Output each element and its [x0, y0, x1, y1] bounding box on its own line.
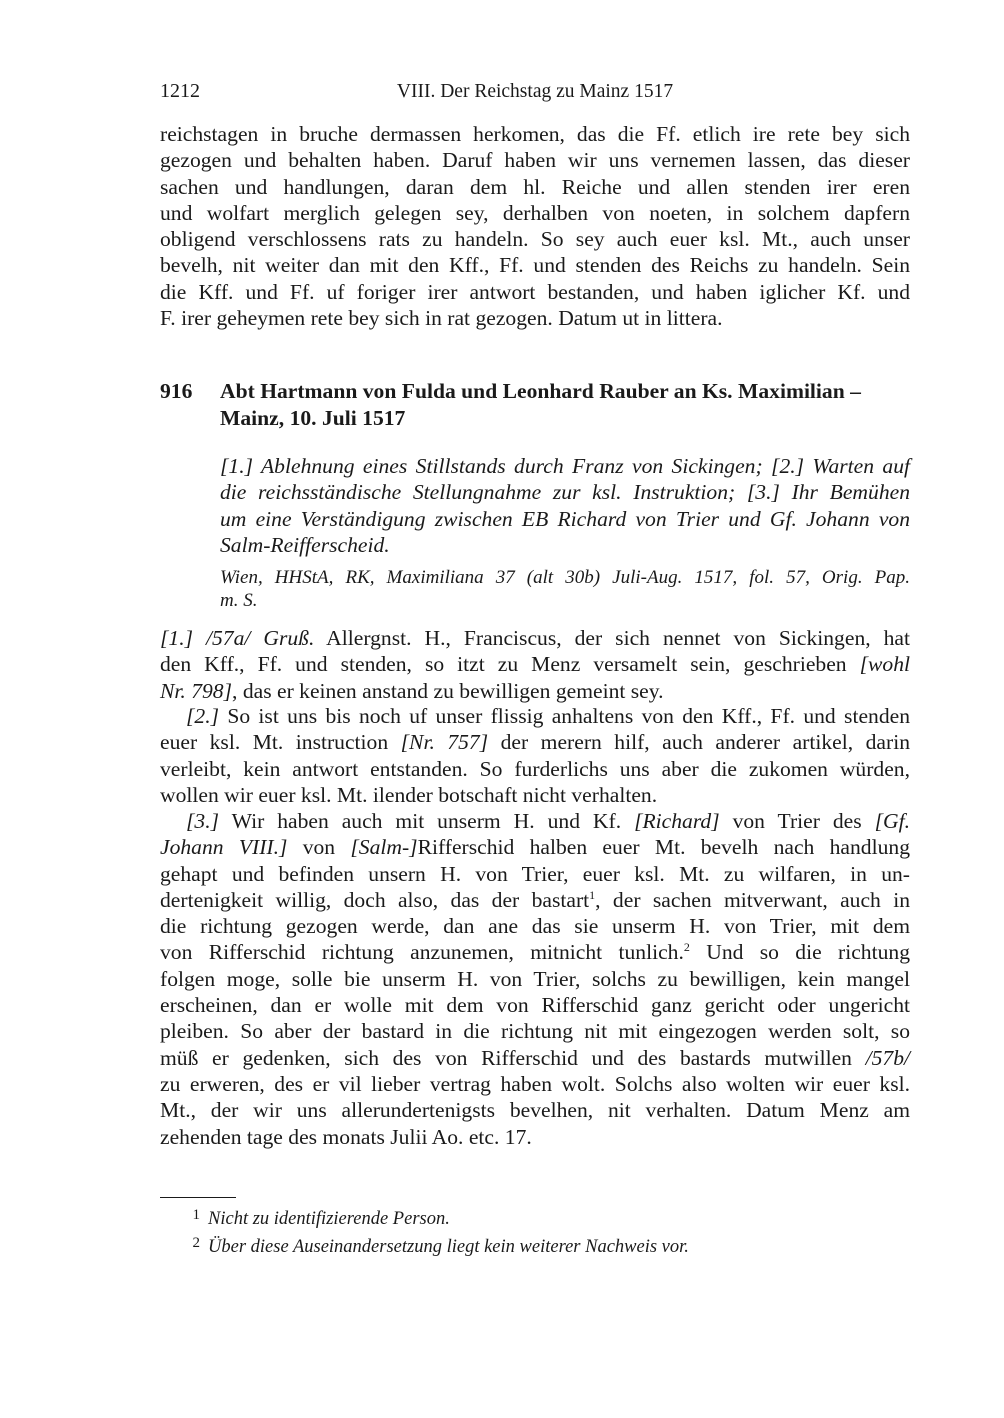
section-marker: [2.]	[186, 704, 220, 728]
text-line	[160, 939, 910, 965]
regest-line: Salm-Reifferscheid.	[220, 532, 390, 557]
footnote-ref-1[interactable]: 1	[589, 887, 596, 902]
footnote-2	[160, 1231, 910, 1259]
text-line: und wolfart merglich gelegen sey, derhalben von noeten, in solchem dapfern	[160, 200, 910, 225]
text-line: obligend verschlossens rats zu handeln. So sey auch euer ksl. Mt., auch unser	[160, 227, 910, 252]
title-line: Mainz, 10. Juli 1517	[220, 406, 406, 430]
footnote-number: 1	[192, 1207, 200, 1223]
text-line: sachen und handlungen, daran dem hl. Reiche und allen stenden irer eren	[160, 174, 910, 199]
footnote-text: Über diese Auseinandersetzung liegt kein weiterer Nachweis vor.	[208, 1237, 689, 1257]
text-line: reichstagen in bruche dermassen herkomen, das die Ff. etlich ire rete bey sich	[160, 122, 910, 146]
text-run: der merern hilf, auch anderer artikel, darin	[488, 730, 910, 755]
running-title: VIII. Der Reichstag zu Mainz 1517	[396, 81, 674, 102]
footnotes	[160, 1203, 910, 1259]
source-line: Wien, HHStA, RK, Maximiliana 37 (alt 30b) Juli-Aug. 1517, fol. 57, Orig. Pap.	[220, 567, 910, 588]
text-line: gezogen und behalten haben. Daruf haben wir uns vernemen lassen, das dieser	[160, 148, 910, 173]
text-line: verleibt, kein antwort entstanden. So furderlichs uns aber die zukomen würden,	[160, 756, 910, 781]
text-run: Allergnst. H., Franciscus, der sich nennet von Sickingen, hat	[314, 626, 910, 650]
paragraph-2	[160, 703, 910, 808]
text-line: die richtung gezogen werde, dan ane das sie unserm H. von Trier, mit dem	[160, 914, 910, 939]
editorial-reference: [Salm-]	[350, 835, 418, 860]
text-line: Mt., der wir uns allerundertenigsts bevelhen, nit verhalten. Datum Menz am	[160, 1098, 910, 1123]
text-line: wollen wir euer ksl. Mt. ilender botschaft nicht verhalten.	[160, 782, 658, 807]
source-line: m. S.	[220, 590, 258, 611]
continuation-paragraph	[160, 121, 910, 331]
regest-line: [1.] Ablehnung eines Stillstands durch Franz von Sickingen; [2.] Warten auf	[220, 454, 910, 478]
paragraph-3	[160, 808, 910, 1150]
text-run: den Kff., Ff. und stenden, so itzt zu Menz versamelt sein, geschrieben	[160, 652, 860, 677]
folio-marker: /57b/	[865, 1045, 910, 1070]
text-line: F. irer geheymen rete bey sich in rat gezogen. Datum ut in littera.	[160, 306, 723, 331]
footnote-text: Nicht zu identifizierende Person.	[208, 1209, 450, 1229]
text-run: So ist uns bis noch uf unser flissig anhaltens von den Kff., Ff. und stenden	[219, 704, 910, 728]
text-line: zu erweren, des er vil lieber vertrag haben wolt. Solchs also wolten wir euer ksl.	[160, 1071, 910, 1096]
text-run: Rifferschid halben euer Mt. bevelh nach handlung	[417, 835, 910, 860]
text-line: die Kff. und Ff. uf foriger irer antwort bestanden, und haben iglicher Kf. und	[160, 279, 910, 304]
title-line: Abt Hartmann von Fulda und Leonhard Rauber an Ks. Maximilian –	[220, 379, 861, 403]
text-run: von Rifferschid richtung anzunemen, mitnicht tunlich.	[160, 940, 684, 965]
editorial-reference: [Nr. 757]	[400, 730, 489, 755]
text-run: Und so die richtung	[689, 940, 910, 965]
text-line: zehenden tage des monats Julii Ao. etc. 17.	[160, 1124, 532, 1149]
text-line: gehapt und befinden unsern H. von Trier, euer ksl. Mt. zu wilfaren, in un-	[160, 861, 910, 886]
source-citation	[220, 566, 910, 612]
text-line	[160, 678, 910, 704]
text-line	[160, 808, 910, 834]
text-run: von	[287, 835, 351, 860]
text-run: Wir haben auch mit unserm H. und Kf.	[219, 809, 635, 833]
document-number: 916	[160, 379, 193, 403]
text-line: bevelh, nit weiter dan mit den Kff., Ff. und stenden des Reichs zu handeln. Sein	[160, 253, 910, 278]
text-line	[160, 834, 910, 860]
regest-line: um eine Verständigung zwischen EB Richard von Trier und Gf. Johann von	[220, 506, 910, 531]
running-head	[160, 80, 910, 108]
paragraph-1	[160, 625, 910, 704]
document-title	[220, 378, 910, 432]
text-line	[160, 729, 910, 755]
text-run: , der sachen mitverwant, auch in	[595, 887, 910, 912]
regest-summary	[220, 453, 910, 558]
text-line	[160, 887, 910, 913]
section-marker: [3.]	[186, 809, 220, 833]
text-run: , das er keinen anstand zu bewilligen gemeint sey.	[232, 678, 664, 703]
text-line	[160, 651, 910, 677]
page-number: 1212	[160, 80, 200, 102]
footnote-1	[160, 1203, 910, 1231]
text-line: erscheinen, dan er wolle mit dem von Rifferschid ganz gericht oder ungericht	[160, 993, 910, 1018]
editorial-reference: [Richard]	[634, 809, 720, 833]
regest-line: die reichsständische Stellungnahme zur ksl. Instruktion; [3.] Ihr Bemühen	[220, 480, 910, 505]
editorial-reference: Nr. 798]	[160, 678, 233, 703]
text-run: dertenigkeit willig, doch also, das der bastart	[160, 887, 590, 912]
text-run: von Trier des	[719, 809, 875, 833]
footnote-separator	[160, 1197, 236, 1198]
section-marker: [1.] /57a/ Gruß.	[160, 626, 315, 650]
editorial-reference: [Gf.	[874, 809, 910, 833]
text-line	[160, 703, 910, 729]
text-line: folgen moge, solle bie unserm H. von Trier, solchs zu bewilligen, kein mangel	[160, 966, 910, 991]
text-line	[160, 1045, 910, 1071]
editorial-reference: [wohl	[859, 652, 910, 677]
footnote-ref-2[interactable]: 2	[683, 940, 690, 955]
editorial-reference: Johann VIII.]	[160, 835, 288, 860]
text-run: euer ksl. Mt. instruction	[160, 730, 401, 755]
footnote-number: 2	[192, 1235, 200, 1251]
text-line	[160, 625, 910, 651]
text-line: pleiben. So aber der bastard in die richtung nit mit eingezogen werden solt, so	[160, 1019, 910, 1044]
text-run: müß er gedenken, sich des von Rifferschid und des bastards mutwillen	[160, 1045, 866, 1070]
